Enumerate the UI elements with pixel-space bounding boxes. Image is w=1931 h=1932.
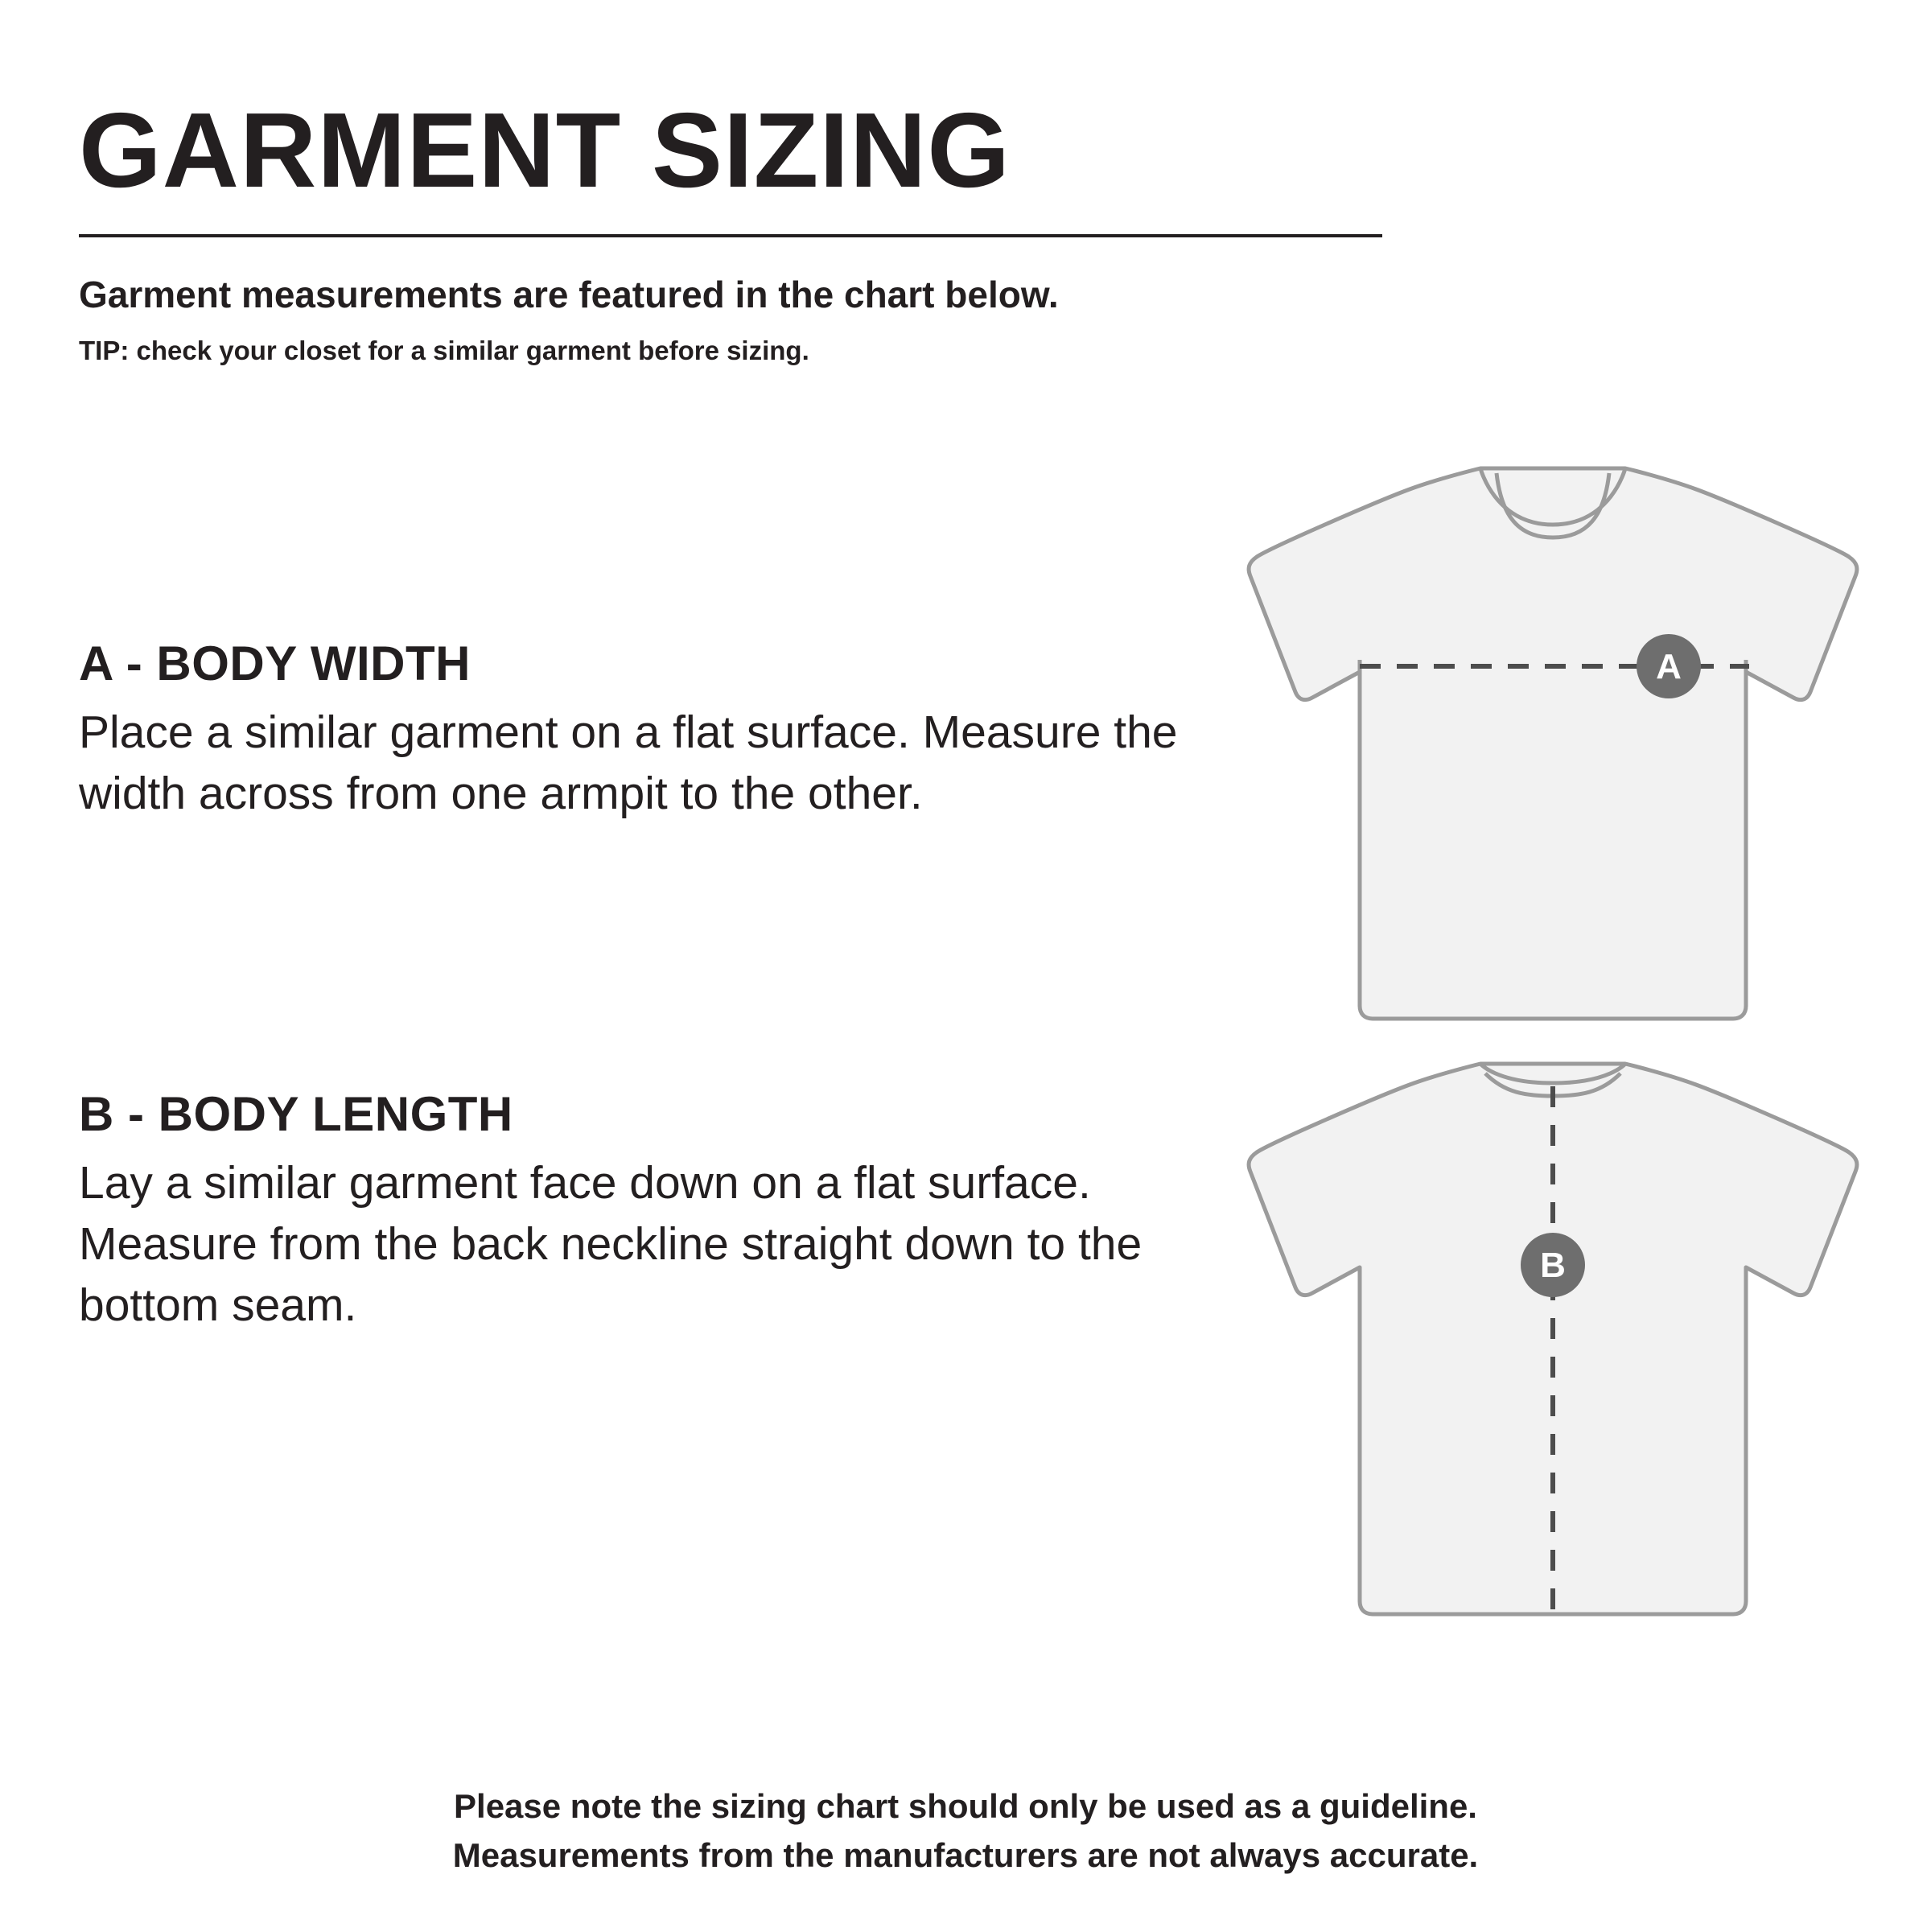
section-body-width (79, 636, 1221, 825)
section-b-body: Lay a similar garment face down on a flat surface. Measure from the back neckline straight down to the bottom seam. (79, 1157, 1143, 1331)
footer-line-2: Measurements from the manufacturers are not always accurate. (452, 1835, 1479, 1874)
marker-b-label: B (1540, 1246, 1566, 1285)
tshirt-front-illustration (1239, 451, 1867, 1050)
footer-line-1: Please note the sizing chart should only be used as a guideline. (454, 1787, 1477, 1825)
section-a-body: Place a similar garment on a flat surface. Measure the width across from one armpit to the other. (79, 706, 1178, 819)
section-a-heading: A - BODY WIDTH (79, 636, 471, 690)
header-tip: TIP: check your closet for a similar garment before sizing. (79, 335, 809, 365)
header (79, 91, 1382, 366)
header-divider (79, 234, 1382, 237)
section-b-heading: B - BODY LENGTH (79, 1087, 513, 1141)
footer-note (0, 1782, 1931, 1881)
tshirt-body-outline (1249, 468, 1857, 1019)
tshirt-back-illustration (1239, 1046, 1867, 1646)
header-subtitle: Garment measurements are featured in the chart below. (79, 273, 1059, 315)
marker-a-label: A (1656, 647, 1682, 686)
page-title: GARMENT SIZING (79, 91, 1011, 209)
section-body-length (79, 1086, 1221, 1336)
